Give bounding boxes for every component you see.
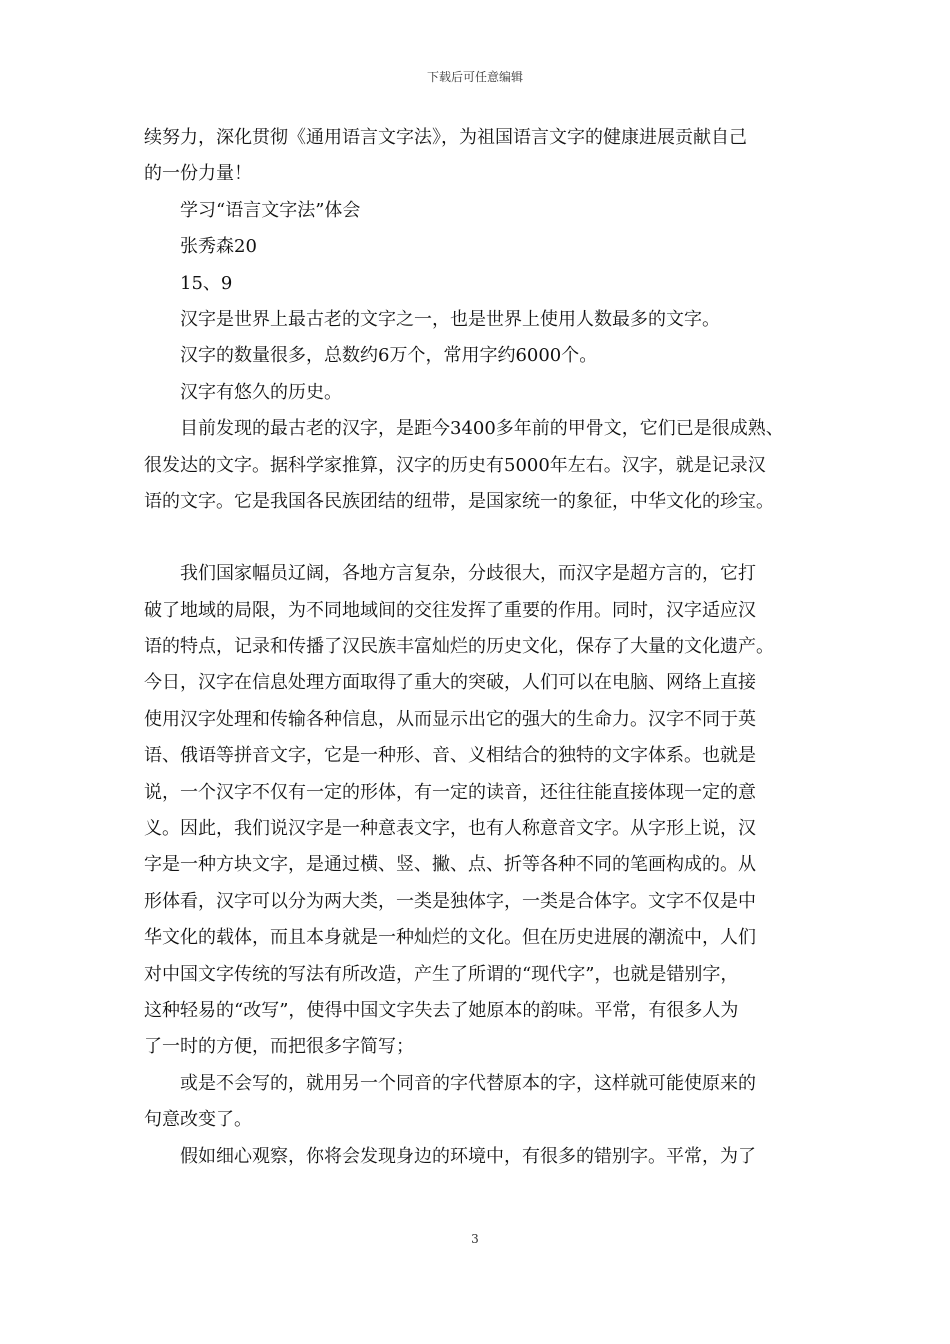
text-line: 对中国文字传统的写法有所改造，产生了所谓的“现代字”，也就是错别字， — [144, 963, 739, 985]
text-line: 这种轻易的“改写”，使得中国文字失去了她原本的韵味。平常，有很多人为 — [144, 999, 739, 1021]
page-header: 下载后可任意编辑 — [426, 70, 523, 84]
paragraph — [144, 302, 816, 338]
text-line: 字是一种方块文字，是通过横、竖、撇、点、折等各种不同的笔画构成的。从 — [144, 854, 756, 876]
document-body — [144, 120, 816, 1175]
paragraph — [144, 1066, 816, 1139]
text-line: 汉字有悠久的历史。 — [180, 381, 342, 403]
text-line: 假如细心观察，你将会发现身边的环境中，有很多的错别字。平常，为了 — [180, 1145, 756, 1167]
text-line: 华文化的载体，而且本身就是一种灿烂的文化。但在历史进展的潮流中，人们 — [144, 927, 756, 949]
text-line: 很发达的文字。据科学家推算，汉字的历史有5000年左右。汉字，就是记录汉 — [144, 454, 766, 476]
text-line: 张秀森20 — [180, 236, 257, 258]
text-line: 汉字的数量很多，总数约6万个，常用字约6000个。 — [180, 345, 598, 367]
text-line: 形体看，汉字可以分为两大类，一类是独体字，一类是合体字。文字不仅是中 — [144, 890, 756, 912]
text-line: 我们国家幅员辽阔，各地方言复杂，分歧很大，而汉字是超方言的，它打 — [180, 563, 756, 585]
text-line: 语的文字。它是我国各民族团结的纽带，是国家统一的象征，中华文化的珍宝。 — [144, 490, 774, 512]
paragraph-spacer — [144, 520, 816, 556]
text-line: 汉字是世界上最古老的文字之一，也是世界上使用人数最多的文字。 — [180, 308, 720, 330]
text-line: 语、俄语等拼音文字，它是一种形、音、义相结合的独特的文字体系。也就是 — [144, 745, 756, 767]
paragraph — [144, 193, 816, 229]
text-line: 句意改变了。 — [144, 1109, 252, 1131]
text-line: 的一份力量！ — [144, 163, 252, 185]
paragraph — [144, 556, 816, 1065]
paragraph — [144, 338, 816, 374]
text-line: 了一时的方便，而把很多字简写； — [144, 1036, 414, 1058]
paragraph — [144, 229, 816, 265]
text-line: 15、9 — [180, 272, 233, 294]
text-line: 续努力，深化贯彻《通用语言文字法》，为祖国语言文字的健康进展贡献自己 — [144, 127, 747, 148]
text-line: 或是不会写的，就用另一个同音的字代替原本的字，这样就可能使原来的 — [180, 1072, 756, 1094]
text-line: 语的特点，记录和传播了汉民族丰富灿烂的历史文化，保存了大量的文化遗产。 — [144, 636, 774, 658]
paragraph — [144, 120, 816, 193]
text-line: 义。因此，我们说汉字是一种意表文字，也有人称意音文字。从字形上说，汉 — [144, 818, 756, 840]
text-line: 目前发现的最古老的汉字，是距今3400多年前的甲骨文，它们已是很成熟、 — [180, 418, 784, 440]
paragraph — [144, 411, 816, 520]
text-line: 使用汉字处理和传输各种信息，从而显示出它的强大的生命力。汉字不同于英 — [144, 708, 756, 730]
paragraph — [144, 1139, 816, 1175]
text-line: 学习“语言文字法”体会 — [180, 199, 361, 221]
text-line: 今日，汉字在信息处理方面取得了重大的突破，人们可以在电脑、网络上直接 — [144, 672, 756, 694]
paragraph — [144, 266, 816, 302]
text-line: 破了地域的局限，为不同地域间的交往发挥了重要的作用。同时，汉字适应汉 — [144, 599, 756, 621]
page-number: 3 — [471, 1232, 479, 1246]
text-line: 说，一个汉字不仅有一定的形体，有一定的读音，还往往能直接体现一定的意 — [144, 781, 756, 803]
paragraph — [144, 375, 816, 411]
